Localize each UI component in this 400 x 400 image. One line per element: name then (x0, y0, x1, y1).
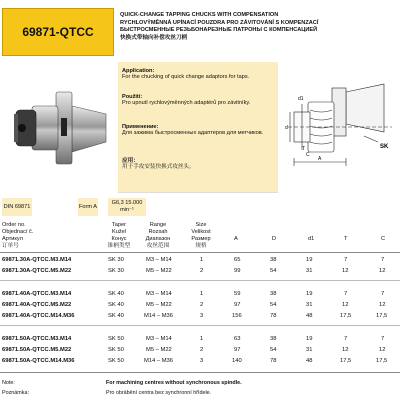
table-row (0, 358, 400, 367)
header-size (186, 222, 216, 250)
note-text-cz: Pro obrábění centra bez synchronní hřídele. (106, 390, 212, 396)
header-order-ru: Артикул (2, 236, 23, 242)
app-text-cn: 用于手攻安装快换式攻丝头。 (122, 164, 195, 170)
cell-d1: 48 (306, 358, 313, 364)
cell-range: M5 – M22 (146, 302, 172, 308)
header-order-cz: Objednací č. (2, 229, 34, 235)
header-order-cn: 订单号 (2, 243, 19, 249)
cell-range: M5 – M22 (146, 268, 172, 274)
cell-a: 99 (234, 268, 241, 274)
technical-drawing (280, 62, 398, 194)
cell-c: 7 (381, 291, 385, 297)
table-row (0, 336, 400, 345)
table-row (0, 257, 400, 266)
cell-c: 12 (379, 302, 386, 308)
header-d1: d1 (308, 236, 315, 242)
cell-d: 38 (270, 257, 277, 263)
product-code: 69871-QTCC (22, 25, 94, 39)
title-ru: БЫСТРОСМЕННЫЕ РЕЗЬБОНАРЕЗНЫЕ ПАТРОНЫ С КОМПЕНСАЦИЕЙ (120, 27, 318, 34)
app-text-en: For the chucking of quick change adaptors for taps. (122, 74, 250, 80)
table-row (0, 313, 400, 322)
cell-t: 7 (344, 257, 348, 263)
cell-taper: SK 50 (108, 336, 124, 342)
cell-size: 1 (200, 336, 204, 342)
cell-d: 78 (270, 358, 277, 364)
cell-d1: 31 (306, 347, 313, 353)
cell-a: 59 (234, 291, 241, 297)
cell-range: M5 – M22 (146, 347, 172, 353)
cell-range: M3 – M14 (146, 291, 172, 297)
header-taper-cz: Kužel (112, 229, 126, 235)
cell-a: 63 (234, 336, 241, 342)
cell-t: 17,5 (340, 358, 352, 364)
app-label-cn: 应用： (122, 158, 139, 164)
row-divider (0, 280, 400, 281)
cell-t: 12 (342, 302, 349, 308)
cell-taper: SK 50 (108, 347, 124, 353)
cell-t: 12 (342, 268, 349, 274)
header-range-cn: 攻丝范围 (146, 243, 170, 249)
header-c: C (381, 236, 386, 242)
table-row (0, 302, 400, 311)
cell-taper: SK 40 (108, 313, 124, 319)
cell-order: 69871.50A-QTCC.M5.M22 (2, 347, 72, 353)
note-text-en: For machining centres without synchronous spindle. (106, 380, 242, 386)
cell-size: 1 (200, 257, 204, 263)
cell-size: 1 (200, 291, 204, 297)
app-text-ru: Для зажима быстросменных адаптеров для метчиков. (122, 130, 264, 136)
header-range-ru: Диапазон (145, 236, 171, 242)
cell-c: 12 (379, 347, 386, 353)
cell-c: 7 (381, 336, 385, 342)
cell-size: 2 (200, 268, 204, 274)
cell-t: 12 (342, 347, 349, 353)
app-label-ru: Применение: (122, 124, 159, 130)
drawing-label-d: d (285, 125, 288, 131)
spec-form (78, 198, 98, 216)
drawing-label-sk: SK (380, 144, 389, 150)
cell-a: 97 (234, 302, 241, 308)
header-size-cn: 规格 (195, 243, 207, 249)
cell-size: 3 (200, 313, 204, 319)
spec-balance (108, 198, 146, 216)
cell-c: 12 (379, 268, 386, 274)
spec-din (2, 198, 32, 216)
header-a: A (234, 236, 238, 242)
row-divider (0, 325, 400, 326)
app-label-en: Application: (122, 68, 155, 74)
cell-taper: SK 50 (108, 358, 124, 364)
cell-d: 38 (270, 291, 277, 297)
application-box (118, 62, 278, 193)
header-order-en: Order no. (2, 222, 26, 228)
cell-order: 69871.40A-QTCC.M3.M14 (2, 291, 72, 297)
cell-d: 38 (270, 336, 277, 342)
title-cz: RYCHLOVÝMĚNNÁ UPÍNACÍ POUZDRA PRO ZÁVITOVÁNÍ S KOMPENZACÍ (120, 19, 319, 26)
cell-c: 17,5 (376, 313, 388, 319)
cell-order: 69871.50A-QTCC.M14.M36 (2, 358, 75, 364)
cell-a: 140 (232, 358, 242, 364)
cell-taper: SK 40 (108, 302, 124, 308)
cell-range: M14 – M36 (144, 358, 173, 364)
header-taper-en: Taper (112, 222, 126, 228)
app-text-cz: Pro upnutí rychlovýměnných adaptérů pro závitníky. (122, 100, 251, 106)
drawing-label-a: A (318, 156, 322, 162)
cell-size: 3 (200, 358, 204, 364)
cell-c: 17,5 (376, 358, 388, 364)
spec-balance-text: G6,3 15.000 min⁻¹ (111, 200, 143, 213)
cell-t: 7 (344, 291, 348, 297)
cell-d: 54 (270, 347, 277, 353)
header-order (2, 222, 33, 250)
header-size-ru: Размер (191, 236, 211, 242)
cell-t: 7 (344, 336, 348, 342)
header-taper-ru: Конус (111, 236, 127, 242)
cell-d1: 48 (306, 313, 313, 319)
header-taper-cn: 锥柄类型 (107, 243, 131, 249)
product-photo (2, 62, 114, 194)
header-range-en: Range (149, 222, 167, 228)
cell-range: M14 – M36 (144, 313, 173, 319)
header-taper (106, 222, 132, 250)
cell-a: 156 (232, 313, 242, 319)
chuck-drawing (280, 62, 398, 194)
drawing-label-c: C (306, 152, 310, 158)
header-size-cz: Velikost (191, 229, 211, 235)
title-cn: 快换式带轴向补偿攻丝刀柄 (120, 34, 188, 41)
cell-order: 69871.40A-QTCC.M5.M22 (2, 302, 72, 308)
spec-row (2, 198, 398, 216)
app-label-cz: Použití: (122, 94, 143, 100)
header-range (140, 222, 176, 250)
cell-taper: SK 30 (108, 257, 124, 263)
spec-din-text: DIN 69871 (3, 203, 31, 210)
header-d: D (272, 236, 277, 242)
cell-d: 54 (270, 268, 277, 274)
cell-d: 78 (270, 313, 277, 319)
spec-form-text: Form A (78, 203, 98, 210)
cell-c: 7 (381, 257, 385, 263)
note-label-en: Note: (2, 380, 15, 386)
title-en: QUICK-CHANGE TAPPING CHUCKS WITH COMPENSATION (120, 12, 279, 18)
table-row (0, 268, 400, 277)
drawing-label-d1: d1 (298, 96, 304, 102)
cell-size: 2 (200, 347, 204, 353)
cell-t: 17,5 (340, 313, 352, 319)
cell-d1: 31 (306, 302, 313, 308)
header-size-en: Size (195, 222, 207, 228)
cell-a: 97 (234, 347, 241, 353)
table-bottom-divider (0, 372, 400, 373)
tapping-chuck-photo (2, 62, 114, 194)
product-code-box (2, 8, 114, 56)
cell-order: 69871.40A-QTCC.M14.M36 (2, 313, 75, 319)
cell-d1: 19 (306, 257, 313, 263)
cell-size: 2 (200, 302, 204, 308)
header-range-cz: Rozsah (148, 229, 168, 235)
header-divider (0, 252, 400, 253)
cell-d: 54 (270, 302, 277, 308)
cell-order: 69871.30A-QTCC.M3.M14 (2, 257, 72, 263)
cell-order: 69871.30A-QTCC.M5.M22 (2, 268, 72, 274)
header-t: T (344, 236, 348, 242)
note-label-cz: Poznámka: (2, 390, 29, 396)
cell-taper: SK 30 (108, 268, 124, 274)
table-row (0, 291, 400, 300)
cell-d1: 31 (306, 268, 313, 274)
cell-d1: 19 (306, 336, 313, 342)
cell-a: 65 (234, 257, 241, 263)
product-titles (120, 12, 318, 42)
cell-d1: 19 (306, 291, 313, 297)
drawing-label-t: T (302, 146, 306, 152)
cell-taper: SK 40 (108, 291, 124, 297)
table-row (0, 347, 400, 356)
cell-order: 69871.50A-QTCC.M3.M14 (2, 336, 72, 342)
cell-range: M3 – M14 (146, 257, 172, 263)
cell-range: M3 – M14 (146, 336, 172, 342)
